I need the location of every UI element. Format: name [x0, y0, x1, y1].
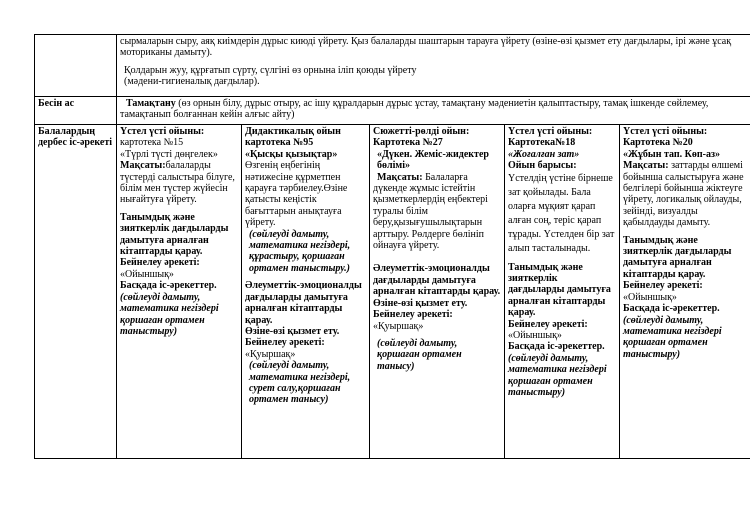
col2-activity: «Қуыршақ»: [245, 348, 296, 360]
col3-goal-label: Мақсаты:: [377, 171, 423, 183]
col4-section: Танымдық және зияткерлік дағдыларды дамытуға арналған кітаптарды қарау.: [508, 261, 611, 319]
hygiene-text: Қолдарын жуу, құрғатып сүрту, сүлгіні өз орнына іліп қоюды үйрету: [124, 64, 417, 76]
col5-name: «Жұбын тап. Көп-аз»: [623, 148, 720, 160]
col5-other-label: Басқада іс-әрекеттер.: [623, 303, 720, 315]
row-label-empty: [35, 35, 117, 97]
col4-name: «Жоғалған зат»: [508, 148, 580, 160]
lunch-text: (өз орнын білу, дұрыс отыру, ас ішу құралдарын дұрыс ұстау, тамақтану мәдениетін қалыптастыру, тамақ ішкенде сөйлемеу, тамақтанып болғаннан кейін алғыс айту): [120, 98, 709, 121]
col2-section: Әлеуметтік-эмоционалды дағдыларды дамытуға арналған кітаптарды қарау.: [245, 280, 362, 326]
lunch-cell: [117, 97, 750, 125]
activity-col-4: [505, 125, 620, 459]
col3-self-label: Өзіне-өзі қызмет ету.: [373, 297, 468, 309]
col3-activity: «Қуыршақ»: [373, 320, 424, 332]
col4-activity: «Ойыншық»: [508, 330, 562, 342]
col4-areas: (сөйлеуді дамыту, математика негіздері қоршаған ортамен таныстыру): [508, 352, 607, 399]
table-row-independent: [35, 125, 750, 459]
col1-areas: (сөйлеуді дамыту, математика негіздері қоршаған ортамен таныстыру): [120, 291, 219, 337]
col4-flow: Үстелдің үстіне бірнеше зат қойылады. Бала оларға мұқият қарап алған соң, теріс қарап тұрады. Үстелден бір зат алып тасталынады.: [508, 172, 615, 254]
hygiene-note: (мәдени-гигиеналық дағдылар).: [124, 76, 260, 88]
col1-game-title: Үстел үсті ойыны:: [120, 126, 205, 137]
activity-col-1: [117, 125, 242, 459]
col5-activity-label: Бейнелеу әрекеті:: [623, 280, 703, 292]
col1-section: Танымдық және зияткерлік дағдыларды дамытуға арналған кітаптарды қарау.: [120, 211, 229, 258]
col5-section: Танымдық және зияткерлік дағдыларды дамытуға арналған кітаптарды қарау.: [623, 234, 732, 280]
col4-flow-label: Ойын барысы:: [508, 160, 577, 172]
col2-areas-2: (сөйлеуді дамыту, математика негіздері, сурет салу,қоршаған ортамен танысу): [249, 360, 351, 406]
col3-areas: (сөйлеуді дамыту, қоршаған ортамен танысу): [377, 337, 462, 372]
col1-activity-label: Бейнелеу әрекеті:: [120, 257, 200, 269]
col2-self-label: Өзіне-өзі қызмет ету.: [245, 325, 340, 337]
activity-col-2: [242, 125, 370, 459]
col1-goal-label: Мақсаты:: [120, 160, 166, 172]
schedule-table: [34, 34, 750, 459]
col2-name: «Қысқы қызықтар»: [245, 148, 338, 160]
col2-game-title: Дидактикалық ойын картотека №95: [245, 126, 341, 149]
col1-other-label: Басқада іс-әрекеттер.: [120, 280, 217, 292]
col2-goal: Өзгенің еңбегінің нәтижесіне құрметпен қарауға тәрбиелеу.Өзіне қатысты кеңістік бағыттарын анықтауға үйрету.: [245, 160, 348, 229]
col1-goal: балаларды түстерді салыстыра білуге, білім мен түстер жүйесін нығайтуға үйрету.: [120, 160, 235, 206]
col3-game-title: Сюжетті-рөлді ойын: Картотека №27: [373, 126, 470, 149]
col5-goal: заттарды өлшемі бойынша салыстыруға және белгілері бойынша жіктеуге үйрету, логикалық ойлауды, зейінді, визуалды қабылдауды дамыту.: [623, 160, 744, 229]
col4-activity-label: Бейнелеу әрекеті:: [508, 318, 588, 330]
col4-game-title: Үстел үсті ойыны: Картотека№18: [508, 126, 593, 149]
table-row-continuation: [35, 35, 750, 97]
col3-section: Әлеуметтік-эмоционалды дағдыларды дамытуға арналған кітаптарды қарау.: [373, 263, 501, 298]
col3-activity-label: Бейнелеу әрекеті:: [373, 309, 453, 321]
col4-other-label: Басқада іс-әрекеттер.: [508, 341, 605, 353]
continuation-text: сырмаларын сыру, аяқ киімдерін дұрыс киюді үйрету. Қыз балаларды шаштарын тарауға үйрету (өзіне-өзі қызмет ету дағдылары, ірі және ұсақ моториканы дамыту).: [120, 36, 732, 59]
col3-name: «Дүкен. Жеміс-жидектер бөлімі»: [377, 148, 489, 172]
col1-card: картотека №15: [120, 137, 184, 149]
col5-game-title: Үстел үсті ойыны: Картотека №20: [623, 126, 708, 149]
activity-col-5: [620, 125, 750, 459]
col2-areas-1: (сөйлеуді дамыту, математика негіздері, құрастыру, қоршаған ортамен таныстыру.): [249, 228, 351, 274]
col2-activity-label: Бейнелеу әрекеті:: [245, 337, 325, 349]
col1-name: «Түрлі түсті дөңгелек»: [120, 148, 218, 160]
lunch-title: Тамақтану: [126, 98, 176, 109]
col3-goal: Балаларға дүкенде жұмыс істейтін қызметкерлердің еңбектері туралы білім беру,қызығушылықтарын арттыру. Рөлдерге бөлініп ойнауға үйрету.: [373, 171, 488, 252]
activity-col-3: [370, 125, 505, 459]
row-label-lunch: Бесін ас: [35, 97, 117, 125]
table-row-lunch: [35, 97, 750, 125]
col1-activity: «Ойыншық»: [120, 268, 174, 280]
col5-areas: (сөйлеуді дамыту, математика негіздері қоршаған ортамен таныстыру): [623, 314, 722, 360]
continuation-cell: [117, 35, 750, 97]
col5-activity: «Ойыншық»: [623, 291, 677, 303]
row-label-independent: Балалардың дербес іс-әрекеті: [35, 125, 117, 459]
col5-goal-label: Мақсаты:: [623, 160, 669, 172]
